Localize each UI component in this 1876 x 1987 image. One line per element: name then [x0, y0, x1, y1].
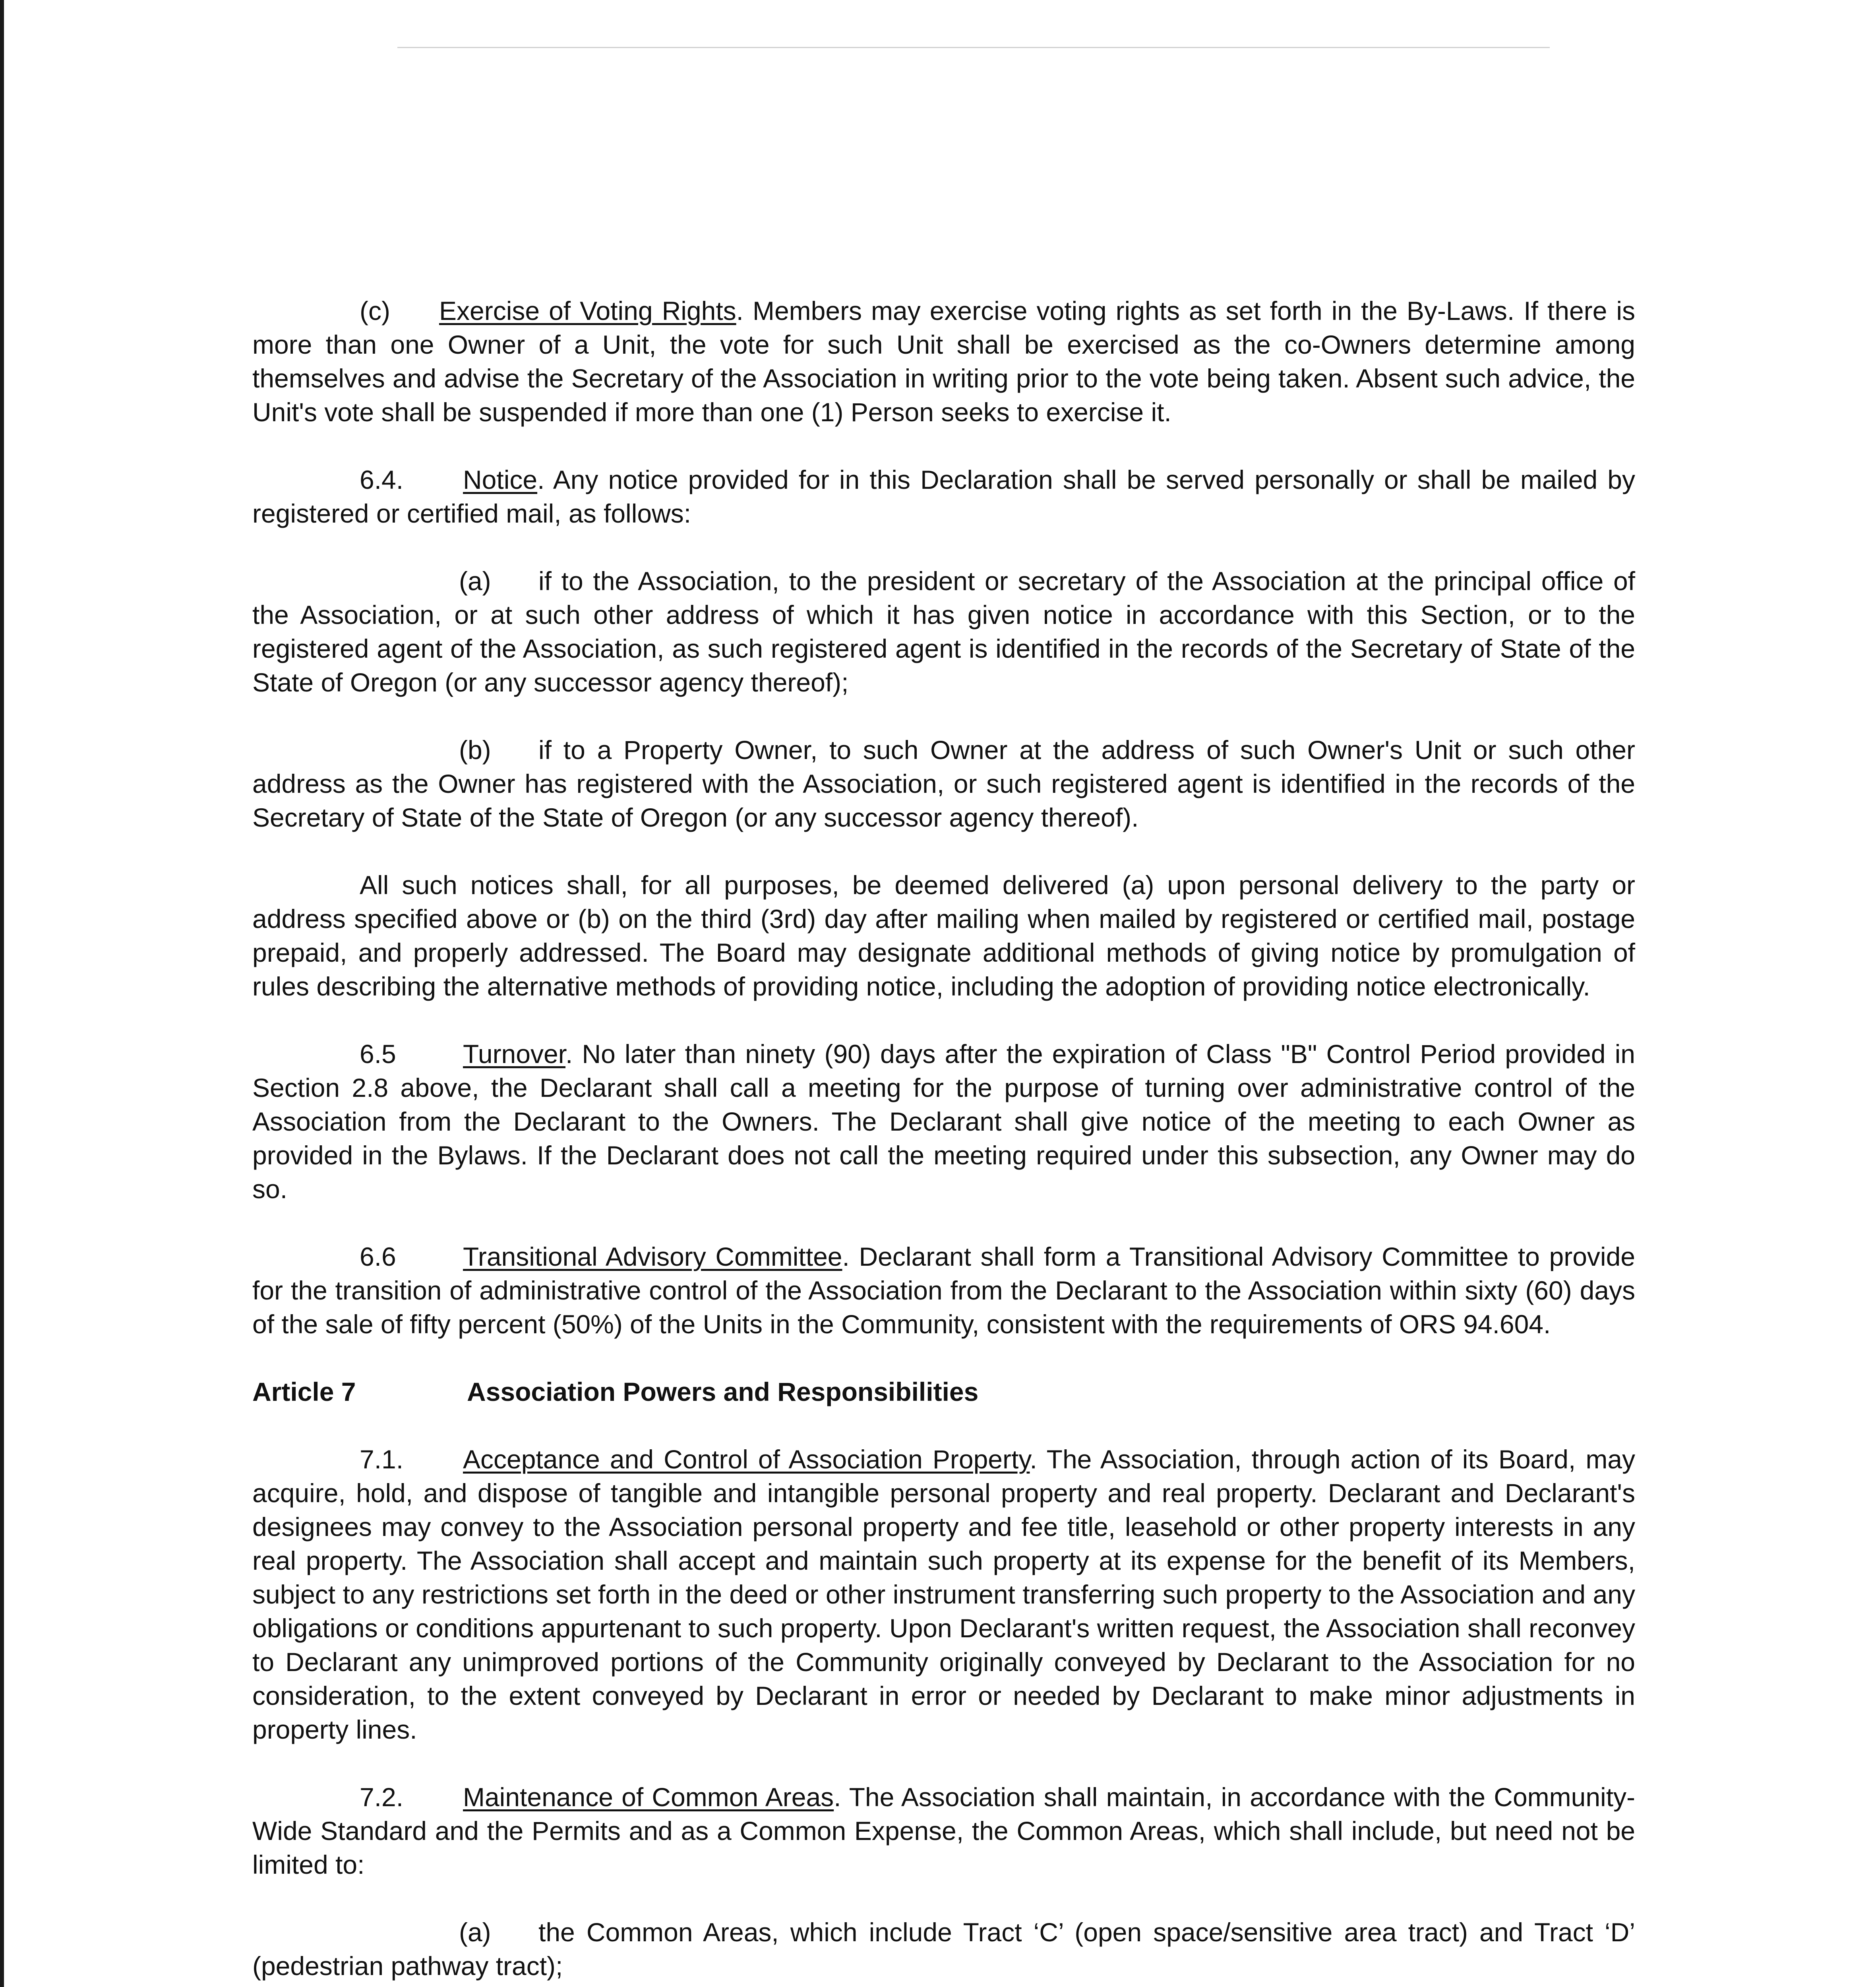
article-heading: [252, 1375, 1635, 1409]
section-number: 7.2.: [360, 1782, 404, 1812]
section-number: 6.6: [360, 1242, 396, 1271]
section-text: . Any notice provided for in this Declaration shall be served personally or shall be mailed by registered or certified mail, as follows:: [252, 465, 1635, 528]
section-text: . Members may exercise voting rights as set forth in the By-Laws. If there is more than one Owner of a Unit, the vote for such Unit shall be exercised as the co-Owners determine among themselves and advise the Secretary of the Association in writing prior to the vote being taken. Absent such advice, the Unit's vote shall be suspended if more than one (1) Person seeks to exercise it.: [252, 296, 1635, 427]
section-text: the Common Areas, which include Tract ‘C’ (open space/sensitive area tract) and Tract ‘D’ (pedestrian pathway tract);: [252, 1917, 1635, 1981]
scan-left-edge: [0, 0, 4, 1987]
header-rule: [397, 47, 1550, 48]
section-number: 7.1.: [360, 1445, 404, 1474]
section-number: 6.5: [360, 1039, 396, 1069]
section-number: (a): [459, 1917, 491, 1947]
document-body: [252, 294, 1635, 1987]
article-number: Article 7: [252, 1377, 356, 1406]
section-text: . The Association shall maintain, in accordance with the Community-Wide Standard and the Permits and as a Common Expense, the Common Areas, which shall include, but need not be limited to:: [252, 1782, 1636, 1879]
section-number: (b): [459, 735, 491, 765]
paragraph-notice: [252, 463, 1635, 531]
section-heading: Turnover: [463, 1039, 566, 1069]
section-heading: Acceptance and Control of Association Property: [463, 1445, 1030, 1474]
section-heading: Transitional Advisory Committee: [463, 1242, 842, 1271]
section-heading: Maintenance of Common Areas: [463, 1782, 834, 1812]
section-text: . Declarant shall form a Transitional Advisory Committee to provide for the transition of administrative control of the Association from the Declarant to the Association within sixty (60) days of the sale of fifty percent (50%) of the Units in the Community, consistent with the requirements of ORS 94.604.: [252, 1242, 1635, 1339]
paragraph-transitional-committee: [252, 1240, 1635, 1341]
article-title: Association Powers and Responsibilities: [467, 1377, 979, 1406]
section-heading: Exercise of Voting Rights: [439, 296, 736, 325]
paragraph-maintenance: [252, 1780, 1635, 1882]
section-text: All such notices shall, for all purposes, be deemed delivered (a) upon personal delivery to the party or address specified above or (b) on the third (3rd) day after mailing when mailed by registered or certified mail, postage prepaid, and properly addressed. The Board may designate additional methods of giving notice by promulgation of rules describing the alternative methods of providing notice, including the adoption of providing notice electronically.: [252, 870, 1635, 1001]
section-heading: Notice: [463, 465, 538, 494]
paragraph-notice-b: [252, 733, 1635, 835]
paragraph-notice-a: [252, 564, 1635, 699]
paragraph-turnover: [252, 1037, 1635, 1206]
paragraph-notice-delivery: [252, 868, 1635, 1003]
section-text: if to the Association, to the president or secretary of the Association at the principal office of the Association, or at such other address of which it has given notice in accordance with this Section, or to the registered agent of the Association, as such registered agent is identified in the records of the Secretary of State of the State of Oregon (or any successor agency thereof);: [252, 566, 1635, 697]
section-text: . The Association, through action of its Board, may acquire, hold, and dispose of tangible and intangible personal property and real property. Declarant and Declarant's designees may convey to the Association personal property and fee title, leasehold or other property interests in any real property. The Association shall accept and maintain such property at its expense for the benefit of its Members, subject to any restrictions set forth in the deed or other instrument transferring such property to the Association and any obligations or conditions appurtenant to such property. Upon Declarant's written request, the Association shall reconvey to Declarant any unimproved portions of the Community originally conveyed by Declarant to the Association for no consideration, to the extent conveyed by Declarant in error or needed by Declarant to make minor adjustments in property lines.: [252, 1445, 1635, 1744]
paragraph-maintenance-a: [252, 1915, 1635, 1983]
paragraph-association-property: [252, 1443, 1635, 1747]
section-number: (c): [360, 296, 390, 325]
section-number: 6.4.: [360, 465, 404, 494]
section-text: . No later than ninety (90) days after the expiration of Class "B" Control Period provided in Section 2.8 above, the Declarant shall call a meeting for the purpose of turning over administrative control of the Association from the Declarant to the Owners. The Declarant shall give notice of the meeting to each Owner as provided in the Bylaws. If the Declarant does not call the meeting required under this subsection, any Owner may do so.: [252, 1039, 1635, 1204]
paragraph-voting-rights: [252, 294, 1635, 429]
section-number: (a): [459, 566, 491, 596]
section-text: if to a Property Owner, to such Owner at the address of such Owner's Unit or such other address as the Owner has registered with the Association, or such registered agent is identified in the records of the Secretary of State of the State of Oregon (or any successor agency thereof).: [252, 735, 1635, 832]
